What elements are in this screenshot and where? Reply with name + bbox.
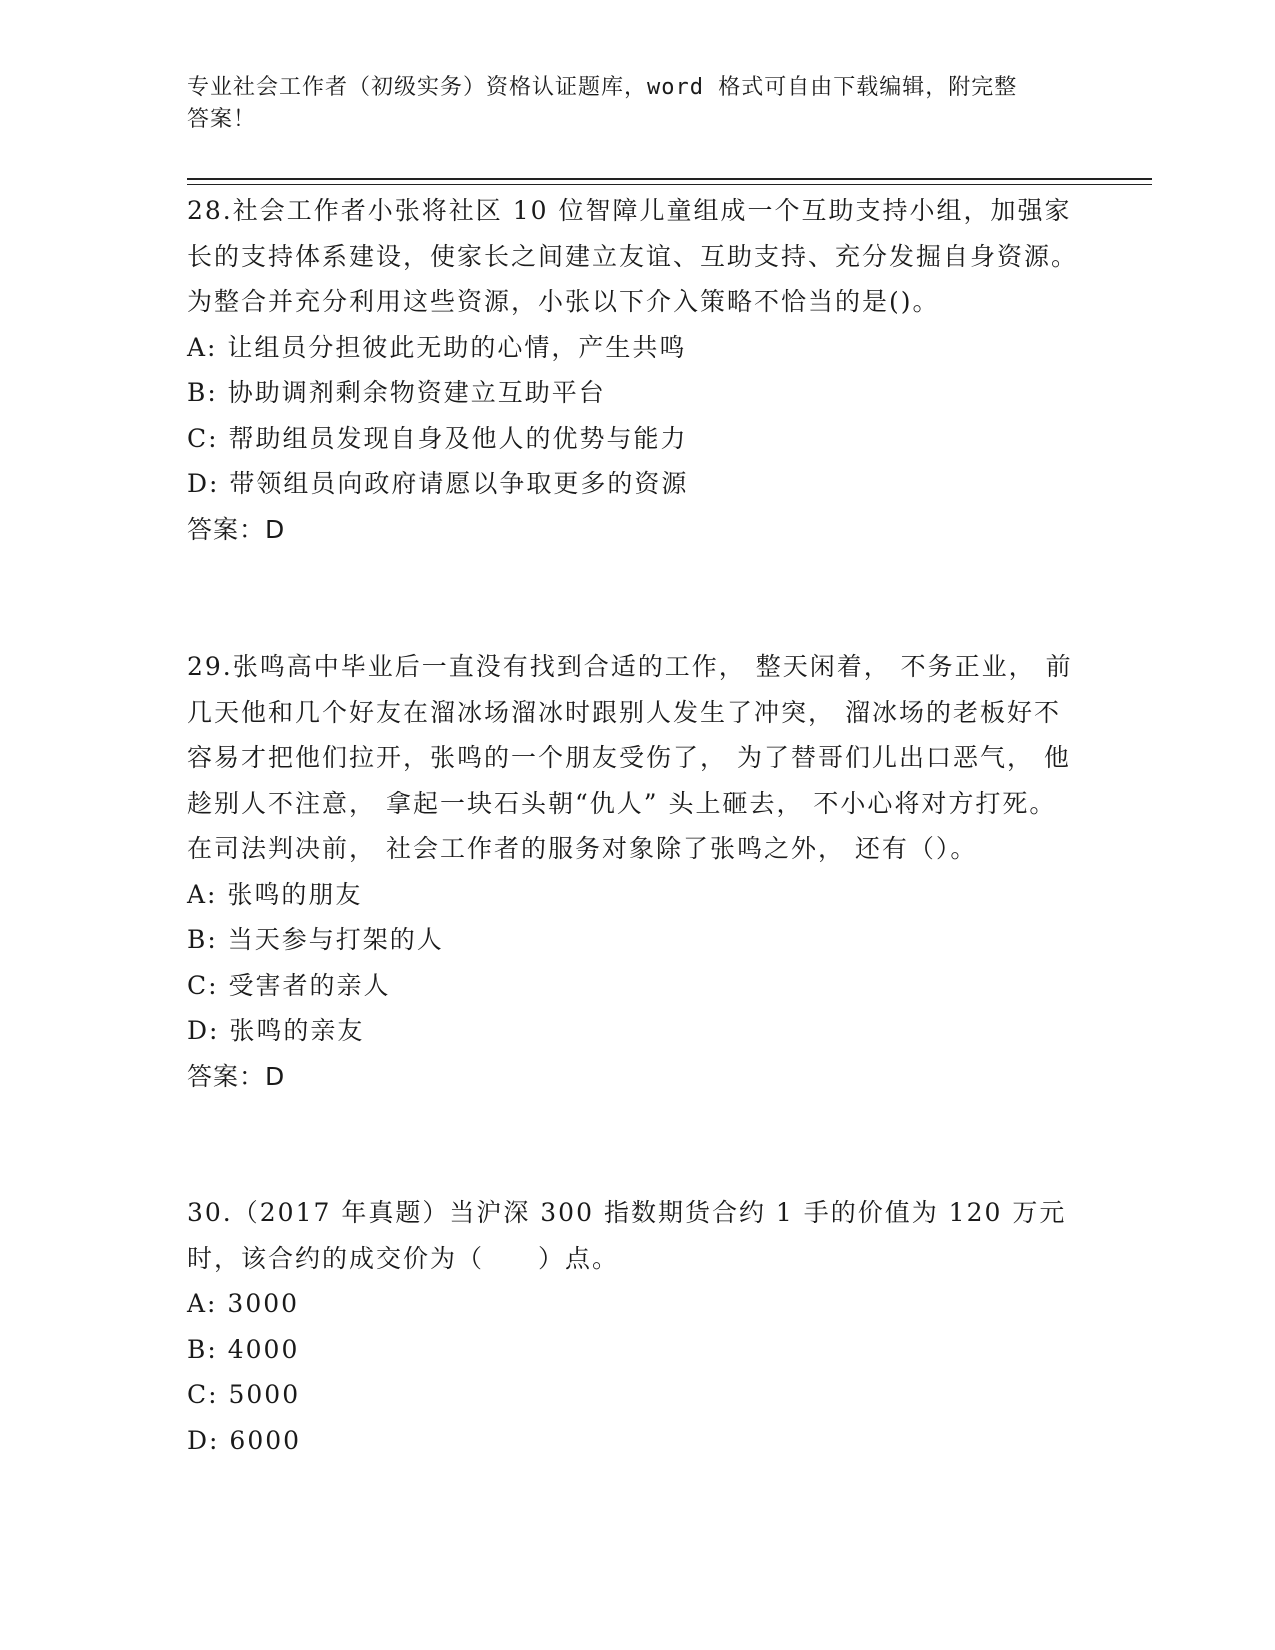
option-c: C: 帮助组员发现自身及他人的优势与能力	[187, 423, 688, 453]
option-c: C: 5000	[187, 1380, 301, 1409]
answer-text: 答案：D	[187, 1061, 286, 1091]
option-b: B: 协助调剂剩余物资建立互助平台	[187, 378, 606, 407]
option-b: B: 4000	[187, 1334, 300, 1364]
answer-text: 答案：D	[187, 514, 286, 544]
question-stem: 29.张鸣高中毕业后一直没有找到合适的工作， 整天闲着， 不务正业， 前几天他和几个好友在溜冰场溜冰时跟别人发生了冲突， 溜冰场的老板好不容易才把他们拉开，张鸣的一个朋友受伤了， 为了替哥们儿出口恶气， 他趁别人不注意， 拿起一块石头朝“仇人” 头上砸去， 不小心将对方打死。 在司法判决前， 社会工作者的服务对象除了张鸣之外， 还有（）。	[187, 652, 1073, 863]
option-d: D: 6000	[187, 1425, 302, 1455]
question-stem: 28.社会工作者小张将社区 10 位智障儿童组成一个互助支持小组，加强家长的支持体系建设，使家长之间建立友谊、互助支持、充分发掘自身资源。为整合并充分利用这些资源，小张以下介入策略不恰当的是()。	[187, 196, 1079, 316]
document-header: 专业社会工作者（初级实务）资格认证题库，word 格式可自由下载编辑，附完整 答案！	[187, 75, 1018, 132]
option-a: A: 让组员分担彼此无助的心情，产生共鸣	[187, 332, 687, 362]
question-28	[187, 188, 1082, 552]
header-rule-thick	[187, 178, 1152, 180]
question-30	[187, 1190, 1082, 1463]
option-b: B: 当天参与打架的人	[187, 925, 444, 954]
header-rule-thin	[187, 184, 1152, 185]
option-d: D: 张鸣的亲友	[187, 1016, 365, 1045]
option-d: D: 带领组员向政府请愿以争取更多的资源	[187, 469, 689, 498]
option-a: A: 3000	[187, 1289, 300, 1318]
option-a: A: 张鸣的朋友	[187, 879, 363, 909]
question-stem: 30.（2017 年真题）当沪深 300 指数期货合约 1 手的价值为 120 万元时，该合约的成交价为（ ）点。	[187, 1198, 1067, 1273]
question-29	[187, 644, 1082, 1099]
option-c: C: 受害者的亲人	[187, 970, 391, 1000]
